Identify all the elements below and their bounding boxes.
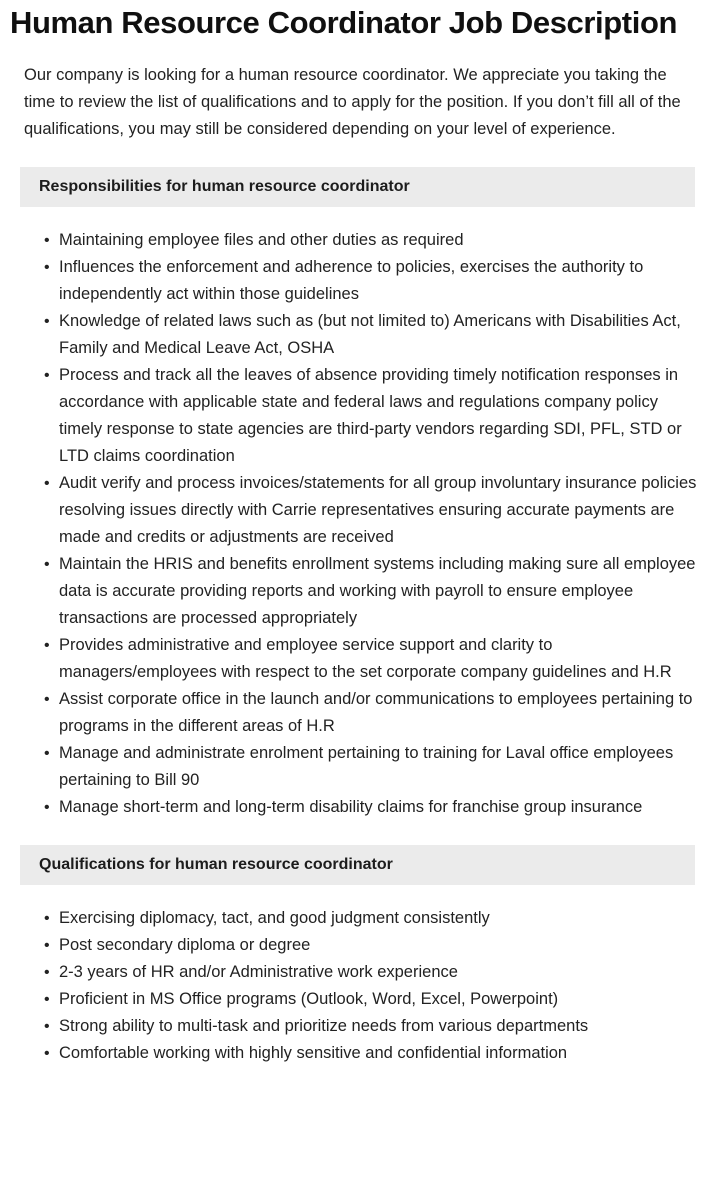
list-item <box>44 362 700 470</box>
list-item <box>44 254 700 308</box>
list-item <box>44 1040 700 1067</box>
list-item <box>44 932 700 959</box>
list-item <box>44 794 700 821</box>
bullet-icon: • <box>44 745 50 762</box>
list-item-text: Audit verify and process invoices/statements for all group involuntary insurance policies resolving issues directly with Carrie representatives ensuring accurate payments are made and credits or adjustments are received <box>59 474 697 546</box>
bullet-icon: • <box>44 637 50 654</box>
list-item <box>44 308 700 362</box>
bullet-icon: • <box>44 556 50 573</box>
list-item-text: Manage and administrate enrolment pertaining to training for Laval office employees pertaining to Bill 90 <box>59 744 674 789</box>
content-section <box>0 845 720 1067</box>
item-list <box>0 207 720 821</box>
bullet-icon: • <box>44 964 50 981</box>
bullet-icon: • <box>44 910 50 927</box>
bullet-icon: • <box>44 475 50 492</box>
section-header <box>20 845 695 885</box>
section-header <box>20 167 695 207</box>
list-item <box>44 740 700 794</box>
bullet-icon: • <box>44 259 50 276</box>
bullet-icon: • <box>44 1045 50 1062</box>
list-item <box>44 632 700 686</box>
list-item-text: Provides administrative and employee service support and clarity to managers/employees with respect to the set corporate company guidelines and H.R <box>59 636 672 681</box>
list-item-text: 2-3 years of HR and/or Administrative work experience <box>59 963 458 981</box>
list-item-text: Influences the enforcement and adherence to policies, exercises the authority to independently act within those guidelines <box>59 258 644 303</box>
list-item <box>44 470 700 551</box>
list-item <box>44 959 700 986</box>
list-item-text: Assist corporate office in the launch and/or communications to employees pertaining to programs in the different areas of H.R <box>59 690 693 735</box>
list-item-text: Post secondary diploma or degree <box>59 936 311 954</box>
section-header-label: Qualifications for human resource coordinator <box>39 856 393 873</box>
list-item-text: Manage short-term and long-term disability claims for franchise group insurance <box>59 798 643 816</box>
bullet-icon: • <box>44 367 50 384</box>
list-item-text: Process and track all the leaves of absence providing timely notification responses in accordance with applicable state and federal laws and regulations company policy timely response to state agencies are third-party vendors regarding SDI, PFL, STD or LTD claims coordination <box>59 366 682 465</box>
section-header-label: Responsibilities for human resource coordinator <box>39 178 410 195</box>
sections-container <box>0 167 720 1067</box>
list-item-text: Comfortable working with highly sensitive and confidential information <box>59 1044 568 1062</box>
bullet-icon: • <box>44 937 50 954</box>
bottom-spacer <box>0 1067 720 1097</box>
list-item-text: Maintain the HRIS and benefits enrollment systems including making sure all employee data is accurate providing reports and working with payroll to ensure employee transactions are processed appropriately <box>59 555 696 627</box>
item-list <box>0 885 720 1067</box>
list-item <box>44 986 700 1013</box>
bullet-icon: • <box>44 232 50 249</box>
bullet-icon: • <box>44 799 50 816</box>
list-item-text: Maintaining employee files and other duties as required <box>59 231 464 249</box>
list-item <box>44 686 700 740</box>
list-item-text: Strong ability to multi-task and prioritize needs from various departments <box>59 1017 589 1035</box>
list-item <box>44 1013 700 1040</box>
list-item <box>44 551 700 632</box>
bullet-icon: • <box>44 1018 50 1035</box>
bullet-icon: • <box>44 313 50 330</box>
content-section <box>0 167 720 821</box>
list-item <box>44 227 700 254</box>
list-item <box>44 905 700 932</box>
list-item-text: Knowledge of related laws such as (but not limited to) Americans with Disabilities Act, Family and Medical Leave Act, OSHA <box>59 312 681 357</box>
list-item-text: Exercising diplomacy, tact, and good judgment consistently <box>59 909 490 927</box>
bullet-icon: • <box>44 991 50 1008</box>
bullet-icon: • <box>44 691 50 708</box>
page-title: Human Resource Coordinator Job Description <box>10 5 678 40</box>
list-item-text: Proficient in MS Office programs (Outlook, Word, Excel, Powerpoint) <box>59 990 559 1008</box>
intro-paragraph: Our company is looking for a human resource coordinator. We appreciate you taking the time to review the list of qualifications and to apply for the position. If you don’t fill all of the qualifications, you may still be considered depending on your level of experience. <box>24 66 681 138</box>
